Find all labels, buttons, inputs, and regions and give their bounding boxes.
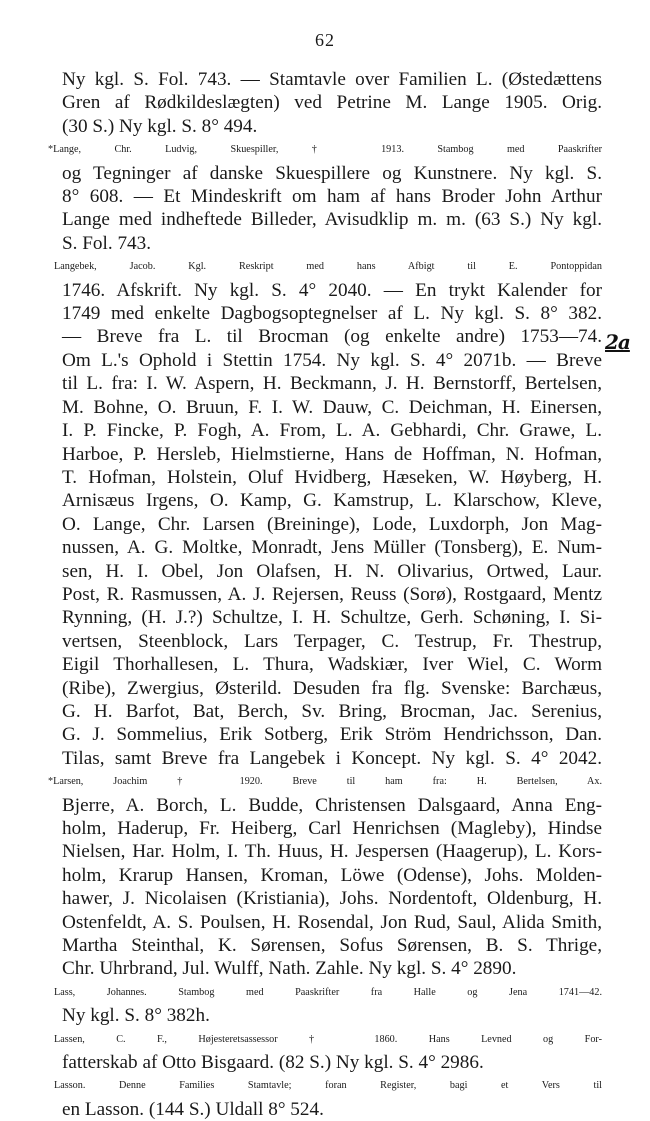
text-line: og Tegninger af danske Skuespillere og Kunstnere. Ny kgl. S. — [62, 162, 602, 184]
text-line: Lange med indheftede Billeder, Avisudklip m. m. (63 S.) Ny kgl. — [62, 209, 602, 231]
text-line: Om L.'s Ophold i Stettin 1754. Ny kgl. S. 4° 2071b. — Breve — [62, 349, 602, 371]
text-line: holm, Haderup, Fr. Heiberg, Carl Henrichsen (Magleby), Hindse — [62, 818, 602, 839]
text-line: S. Fol. 743. — [62, 232, 152, 254]
text-line: vertsen, Steenblock, Lars Terpager, C. Testrup, Fr. Thestrup, — [62, 630, 602, 652]
text-line: holm, Krarup Hansen, Kroman, Löwe (Odense), Johs. Molden- — [62, 864, 602, 886]
text-line: M. Bohne, O. Bruun, F. I. W. Dauw, C. Deichman, H. Einersen, — [62, 396, 602, 418]
text-line: Tilas, samt Breve fra Langebek i Koncept. Ny kgl. S. 4° 2042. — [62, 747, 602, 769]
text-line: Rynning, (H. J.?) Schultze, I. H. Schultze, Gerh. Schøning, I. Si- — [62, 607, 602, 629]
text-line: Chr. Uhrbrand, Jul. Wulff, Nath. Zahle. Ny kgl. S. 4° 2890. — [62, 958, 517, 980]
margin-handwritten-annotation: 2a — [605, 330, 630, 354]
text-line: Ostenfeldt, A. S. Poulsen, H. Rosendal, Jon Rud, Saul, Alida Smith, — [62, 911, 602, 933]
text-line: Nielsen, Har. Holm, I. Th. Huus, H. Jespersen (Haagerup), L. Kors- — [62, 841, 602, 863]
text-line: 8° 608. — Et Mindeskrift om ham af hans Broder John Arthur — [62, 186, 602, 208]
text-line: Ny kgl. S. Fol. 743. — Stamtavle over Familien L. (Østedættens — [62, 69, 602, 90]
text-line: sen, H. I. Obel, Jon Olafsen, H. N. Olivarius, Ortwed, Laur. — [62, 560, 602, 582]
text-line: 1749 med enkelte Dagbogsoptegnelser af L. Ny kgl. S. 8° 382. — [62, 303, 602, 325]
text-line: G. H. Barfot, Bat, Berch, Sv. Bring, Brocman, Jac. Serenius, — [62, 700, 602, 722]
text-line: Bjerre, A. Borch, L. Budde, Christensen Dalsgaard, Anna Eng- — [62, 794, 602, 816]
text-line: 1746. Afskrift. Ny kgl. S. 4° 2040. — En trykt Kalender for — [62, 279, 602, 301]
catalog-text-body — [48, 68, 602, 1121]
text-line: nussen, A. G. Moltke, Monradt, Jens Müller (Tonsberg), E. Num- — [62, 537, 602, 559]
text-line: Harboe, P. Hersleb, Hielmstierne, Hans de Hoffman, N. Hofman, — [62, 443, 602, 465]
text-line: T. Hofman, Holstein, Oluf Hvidberg, Hæseken, W. Høyberg, H. — [62, 466, 602, 488]
text-line: *Larsen, Joachim † 1920. Breve til ham fra: H. Bertelsen, Ax. — [48, 776, 602, 788]
text-line: Gren af Rødkildeslægten) ved Petrine M. Lange 1905. Orig. — [62, 92, 602, 114]
text-line: (Ribe), Zwergius, Østerild. Desuden fra flg. Svenske: Barchæus, — [62, 677, 602, 699]
text-line: O. Lange, Chr. Larsen (Breininge), Lode, Luxdorph, Jon Mag- — [62, 513, 602, 535]
text-line: Langebek, Jacob. Kgl. Reskript med hans Afbigt til E. Pontoppidan — [54, 261, 602, 273]
text-line: Eigil Thorhallesen, L. Thura, Wadskiær, Iver Wiel, C. Worm — [62, 654, 602, 676]
text-line: til L. fra: I. W. Aspern, H. Beckmann, J. H. Bernstorff, Bertelsen, — [62, 373, 602, 395]
text-line: — Breve fra L. til Brocman (og enkelte andre) 1753—74. — [62, 326, 602, 348]
text-line: G. J. Sommelius, Erik Sotberg, Erik Ström Hendrichsson, Dan. — [62, 724, 602, 746]
text-line: Martha Steinthal, K. Sørensen, Sofus Sørensen, B. S. Thrige, — [62, 935, 602, 957]
text-line: Arnisæus Irgens, O. Kamp, G. Kamstrup, L. Klarschow, Kleve, — [62, 490, 602, 512]
text-line: Lass, Johannes. Stambog med Paaskrifter fra Halle og Jena 1741—42. — [54, 986, 602, 998]
text-line: Post, R. Rasmussen, A. J. Rejersen, Reuss (Sorø), Rostgaard, Mentz — [62, 583, 602, 605]
text-line: fatterskab af Otto Bisgaard. (82 S.) Ny kgl. S. 4° 2986. — [62, 1052, 484, 1074]
text-line: *Lange, Chr. Ludvig, Skuespiller, † 1913. Stambog med Paaskrifter — [48, 144, 602, 156]
page-number: 62 — [315, 30, 335, 50]
text-line: Lasson. Denne Families Stamtavle; foran Register, bagi et Vers til — [54, 1080, 602, 1092]
text-line: I. P. Fincke, P. Fogh, A. From, L. A. Gebhardi, Chr. Grawe, L. — [62, 420, 602, 442]
text-line: (30 S.) Ny kgl. S. 8° 494. — [62, 115, 258, 137]
text-line: en Lasson. (144 S.) Uldall 8° 524. — [62, 1098, 324, 1120]
text-line: Ny kgl. S. 8° 382h. — [62, 1005, 210, 1027]
text-line: Lassen, C. F., Højesteretsassessor † 1860. Hans Levned og For- — [54, 1033, 602, 1045]
text-line: hawer, J. Nicolaisen (Kristiania), Johs. Nordentoft, Oldenburg, H. — [62, 888, 602, 910]
